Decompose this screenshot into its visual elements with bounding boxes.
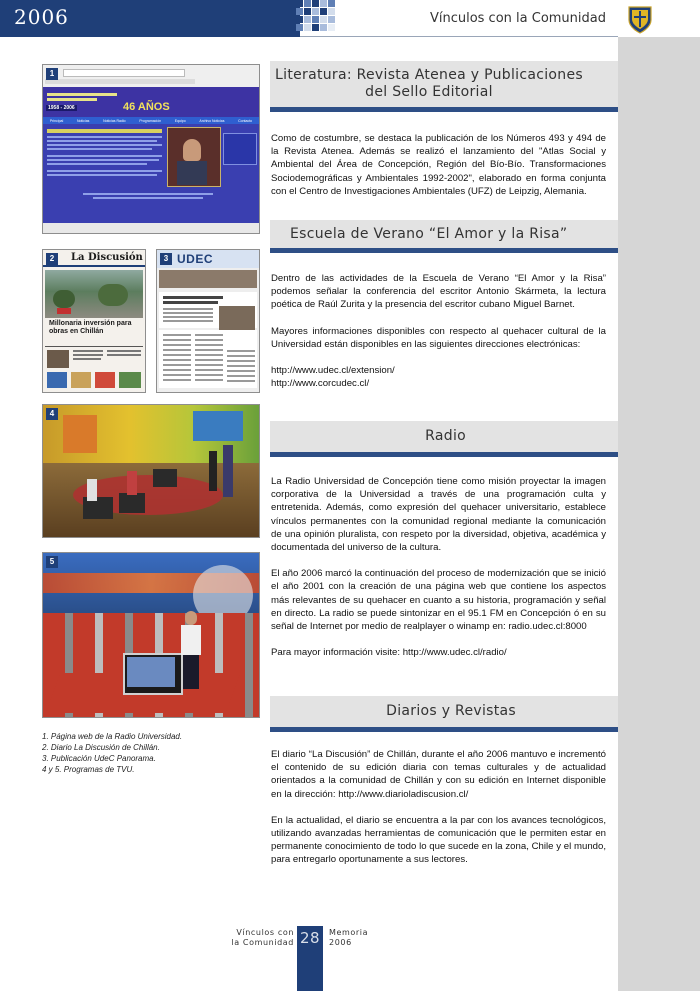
section-title-diarios: Diarios y Revistas [386, 703, 516, 719]
literatura-body [271, 132, 606, 211]
radio-nav-item: Contacto [238, 118, 253, 123]
radio-nav-item: Archivo Noticias [199, 118, 225, 123]
caption-item: 3. Publicación UdeC Panorama. [42, 754, 156, 763]
header-pixel-decoration [296, 0, 342, 37]
caption-item: 1. Página web de la Radio Universidad. [42, 732, 183, 741]
radio-nav-bar [43, 117, 259, 124]
paragraph: Dentro de las actividades de la Escuela de Verano “El Amor y la Risa” podemos señalar la conferencia del escritor Antonio Skármeta, la lectura poética de Raúl Zurita y la presencia del escritor cubano Miguel Barnet. [271, 273, 606, 311]
diarios-body [271, 748, 606, 880]
paragraph: En la actualidad, el diario se encuentra a la par con los avances tecnológicos, utilizando avanzadas herramientas de comunicación que le permiten estar en permanente conocimiento de todo lo que sucede en la zona, Chile y el mundo, para entregarlo oportunamente a sus lectores. [271, 814, 606, 866]
paragraph: Mayores informaciones disponibles con respecto al quehacer cultural de la Universidad están disponibles en las siguientes direcciones electrónicas: [271, 325, 606, 350]
header-rule [300, 36, 618, 37]
caption-item: 4 y 5. Programas de TVU. [42, 765, 135, 774]
udec-masthead: UDEC [177, 252, 214, 266]
photo-number-3: 3 [160, 253, 172, 265]
photo-tvu-studio-program [42, 404, 260, 538]
caption-item: 2. Diario La Discusión de Chillán. [42, 743, 160, 752]
radio-nav-item: Equipo [174, 118, 186, 123]
radio-body [271, 475, 606, 672]
paragraph: El año 2006 marcó la continuación del proceso de modernización que se inició el año 2001 con la creación de una página web que contiene los aspectos más relevantes de su quehacer en cuanto a su historia, programación y señal en directo. La radio se puede sintonizar en el 95.1 FM en Concepción ó en su señal de Internet por medio de realplayer o winamp en: radio.udec.cl:8000 [271, 568, 606, 633]
photo-number-5: 5 [46, 556, 58, 568]
section-header-radio [270, 421, 618, 457]
link-extension[interactable]: http://www.udec.cl/extension/ [271, 365, 395, 377]
section-header-escuela [270, 220, 618, 253]
radio-banner-years: 1958 - 2006 [48, 105, 75, 111]
radio-nav-item: Programación [139, 118, 162, 123]
header-year: 2006 [14, 5, 69, 29]
photo-captions [42, 731, 262, 775]
university-crest-icon [628, 6, 652, 34]
footer-report-name: Memoria 2006 [329, 928, 369, 947]
photo-la-discusion [42, 249, 146, 393]
section-title-literatura: Literatura: Revista Atenea y Publicaciones del Sello Editorial [275, 67, 583, 100]
radio-nav-item: Noticias [76, 118, 90, 123]
photo-tvu-news-set [42, 552, 260, 718]
la-discusion-headline: Millonaria inversión para obras en Chillán [49, 320, 132, 335]
paragraph: Como de costumbre, se destaca la publicación de los Números 493 y 494 de la Revista Atenea. Además se realizó el lanzamiento del "Atlas Social y Ambiental del Área de Concepción, Región del Bío-Bío. Transformaciones Sociodemográficas y Ambientales 1992-2002", elaborado en forma conjunta con el Centro de Investigaciones Ambientales (UFZ) de Leipzig, Alemania. [271, 133, 606, 197]
section-header-diarios [270, 696, 618, 732]
section-header-literatura [270, 61, 618, 112]
section-title-radio: Radio [425, 428, 466, 444]
photo-udec-panorama [156, 249, 260, 393]
radio-banner-title: 46 AÑOS [123, 101, 170, 113]
paragraph: La Radio Universidad de Concepción tiene como misión proyectar la imagen corporativa de la Universidad a través de una programación culta y entretenida. Además, como expresión del quehacer universitario, establece vínculos permanentes con la comunidad regional mediante la comunicación de una opinión pluralista, con respeto por la diversidad, objetiva, académica y documentada del universo de la cultura. [271, 476, 606, 554]
link-corcudec[interactable]: http://www.corcudec.cl/ [271, 378, 370, 390]
paragraph: Para mayor información visite: http://www.udec.cl/radio/ [271, 647, 507, 659]
photo-number-1: 1 [46, 68, 58, 80]
radio-nav-item: Principal [49, 118, 64, 123]
right-margin-band [618, 37, 700, 991]
escuela-body [271, 272, 606, 390]
photo-radio-website [42, 64, 260, 234]
section-title-escuela: Escuela de Verano “El Amor y la Risa” [290, 226, 568, 242]
footer-section-name: Vínculos con la Comunidad [231, 928, 294, 947]
photo-number-4: 4 [46, 408, 58, 420]
photo-number-2: 2 [46, 253, 58, 265]
paragraph: El diario “La Discusión” de Chillán, durante el año 2006 mantuvo e incrementó el contenido de su edición diaria con temas culturales y de actualidad orientados a la comunidad de Chillán y con su edición en Internet disponible en la dirección: http://www.diarioladiscusion.cl/ [271, 749, 606, 800]
page-number: 28 [299, 929, 321, 947]
radio-nav-item: Noticias Radio [103, 118, 126, 123]
header-section-title: Vínculos con la Comunidad [429, 11, 606, 26]
la-discusion-masthead: La Discusión [71, 252, 143, 263]
